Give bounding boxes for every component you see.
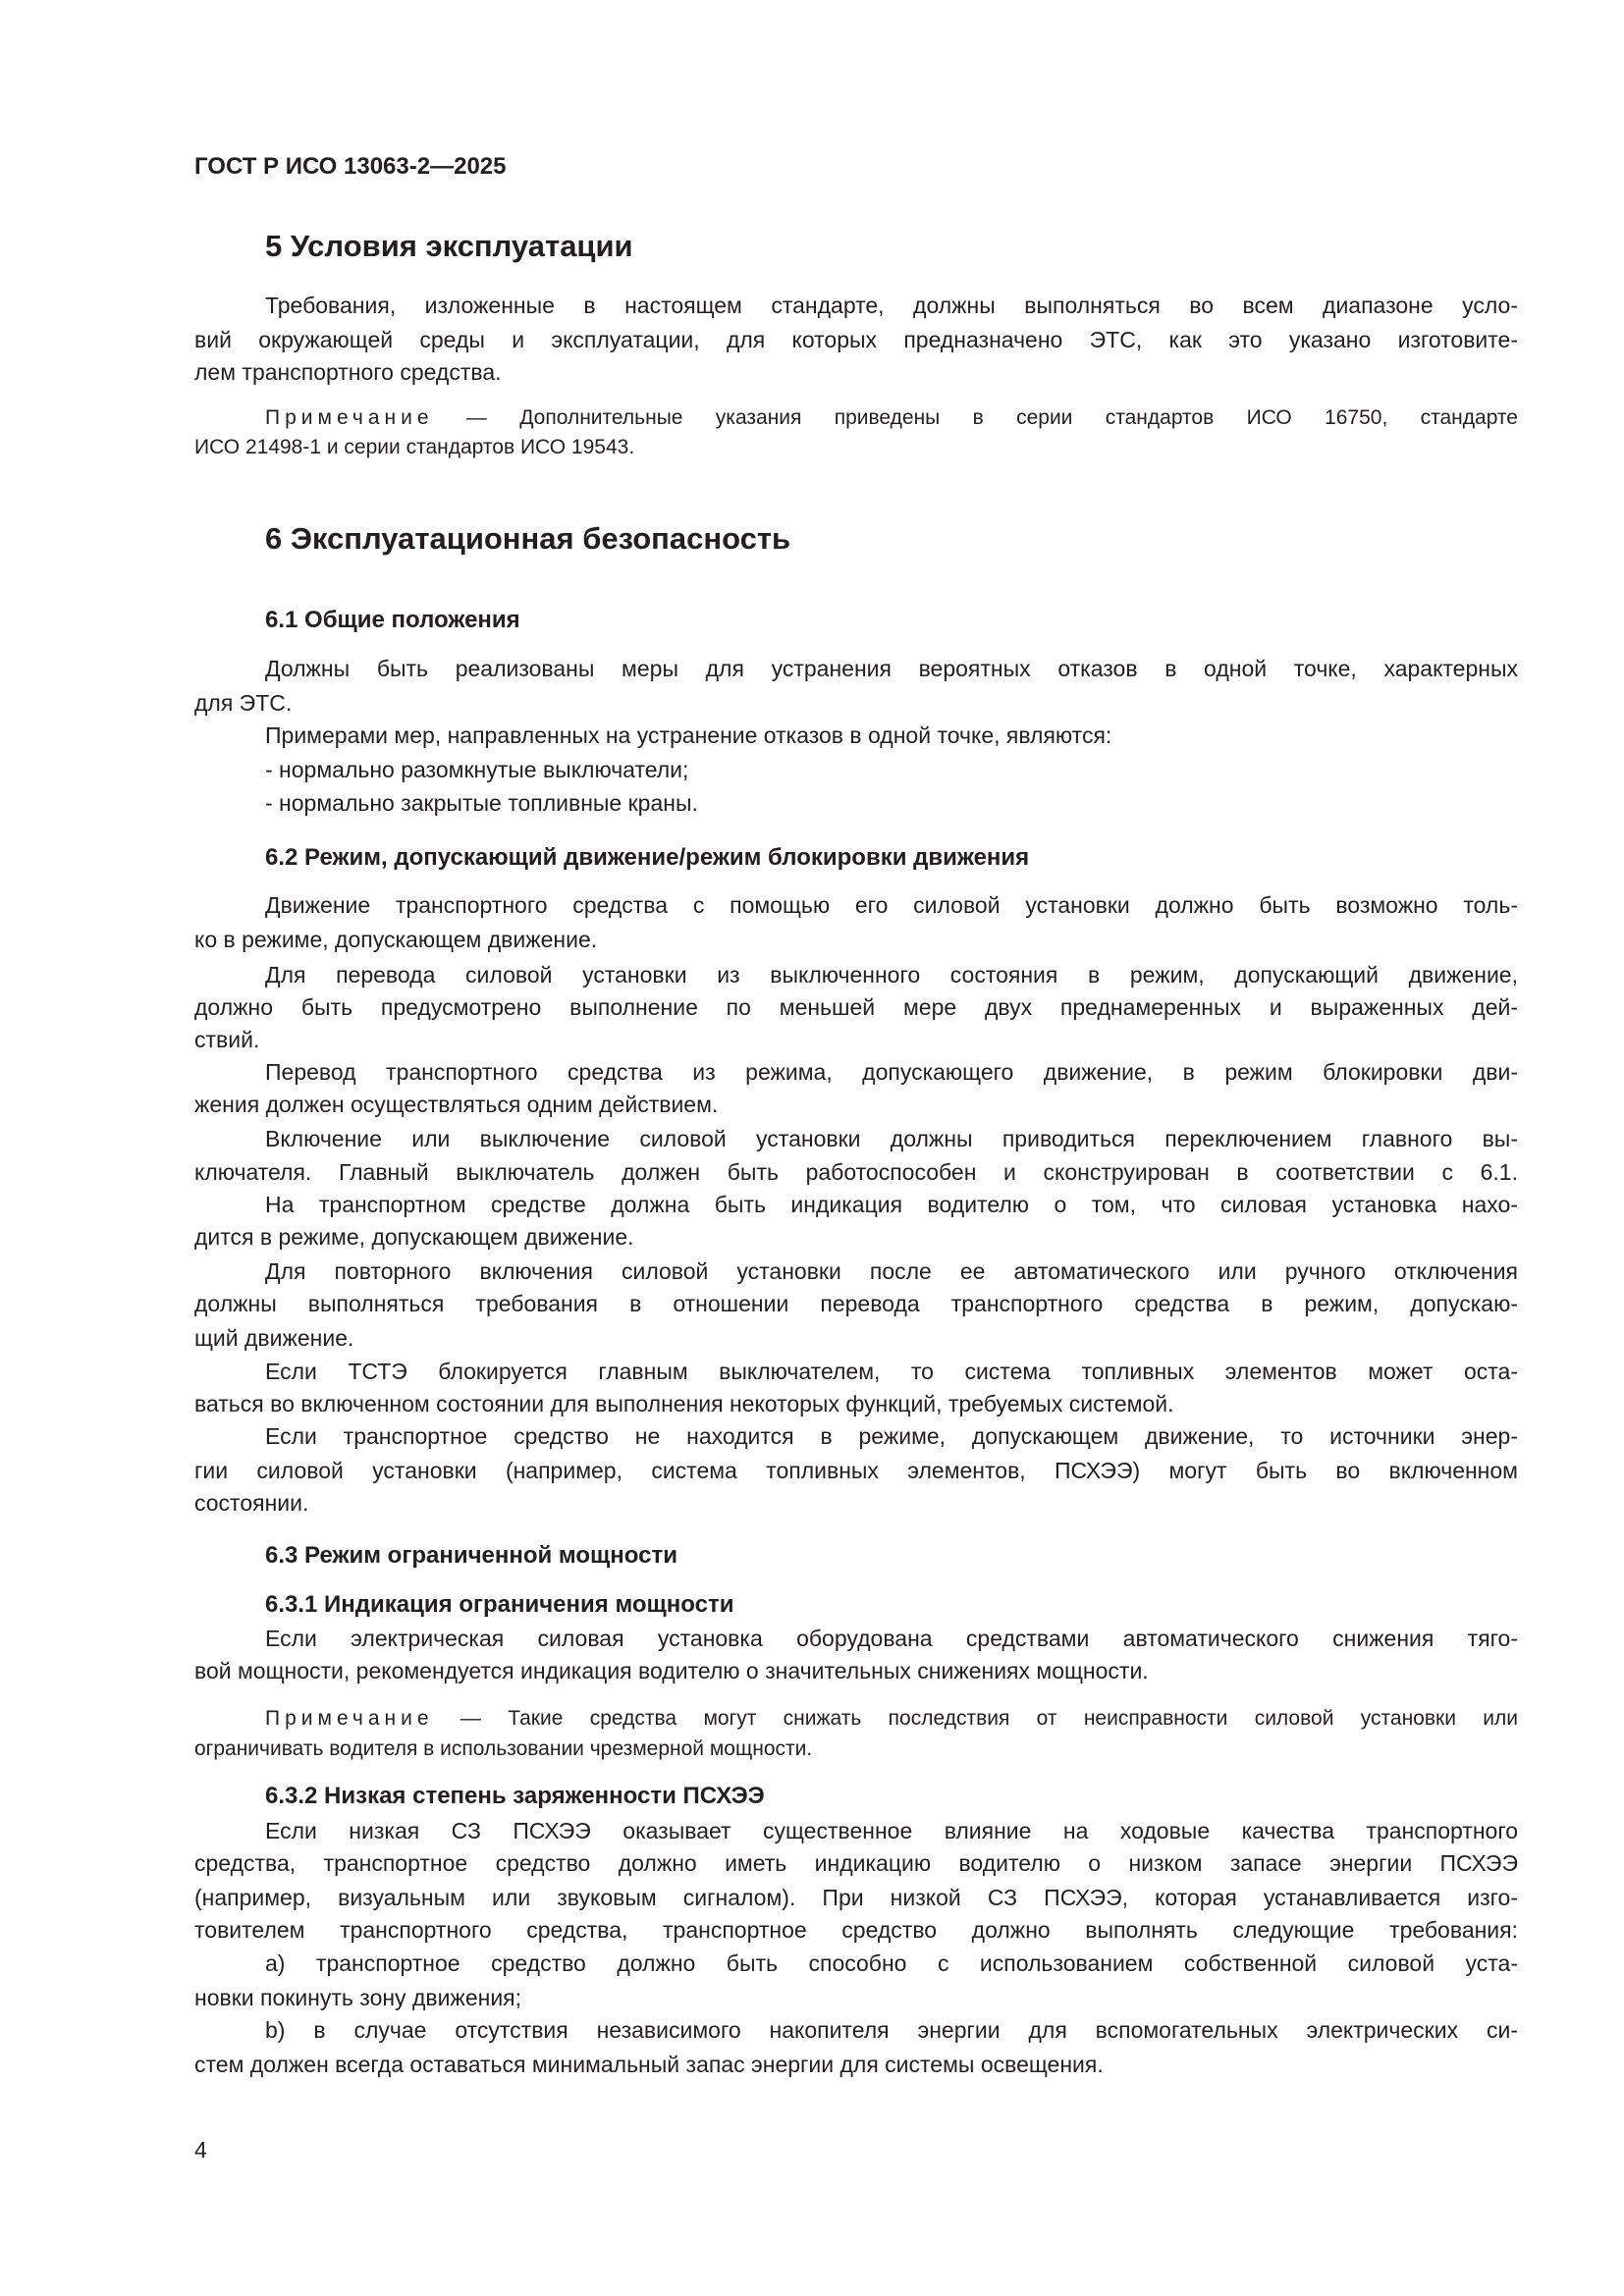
paragraph-line: Движение транспортного средства с помощью его силовой установки должно быть возможно толь- bbox=[265, 892, 1518, 918]
paragraph-line: щий движение. bbox=[194, 1325, 354, 1351]
section-6-heading: 6 Эксплуатационная безопасность bbox=[265, 521, 791, 556]
paragraph-line: Если электрическая силовая установка оборудована средствами автоматического снижения тяго- bbox=[265, 1626, 1518, 1651]
section-6-3-1-heading: 6.3.1 Индикация ограничения мощности bbox=[265, 1591, 734, 1618]
paragraph-line: ваться во включенном состоянии для выполнения некоторых функций, требуемых системой. bbox=[194, 1391, 1174, 1416]
section-6-3-heading: 6.3 Режим ограниченной мощности bbox=[265, 1542, 677, 1569]
paragraph-line: ствий. bbox=[194, 1027, 260, 1052]
paragraph-line: средства, транспортное средство должно иметь индикацию водителю о низком запасе энергии ПСХЭЭ bbox=[194, 1850, 1518, 1876]
document-header: ГОСТ Р ИСО 13063-2—2025 bbox=[194, 153, 507, 180]
note-label: Примечание bbox=[265, 1707, 434, 1730]
paragraph-line: ключателя. Главный выключатель должен быть работоспособен и сконструирован в соответствии с 6.1. bbox=[194, 1159, 1518, 1185]
paragraph-line: Если низкая СЗ ПСХЭЭ оказывает существенное влияние на ходовые качества транспортного bbox=[265, 1818, 1518, 1843]
note-line: ограничивать водителя в использовании чрезмерной мощности. bbox=[194, 1737, 813, 1760]
paragraph-line: (например, визуальным или звуковым сигналом). При низкой СЗ ПСХЭЭ, которая устанавливается изго- bbox=[194, 1885, 1518, 1910]
paragraph-line: должно быть предусмотрено выполнение по меньшей мере двух преднамеренных и выраженных дей- bbox=[194, 994, 1518, 1020]
paragraph-line: ко в режиме, допускающем движение. bbox=[194, 927, 598, 952]
paragraph-line: состоянии. bbox=[194, 1490, 309, 1516]
section-5-heading: 5 Условия эксплуатации bbox=[265, 229, 633, 263]
note-line bbox=[265, 404, 1518, 432]
paragraph-line: Должны быть реализованы меры для устранения вероятных отказов в одной точке, характерных bbox=[265, 656, 1518, 681]
note-text: — Такие средства могут снижать последствия от неисправности силовой установки или bbox=[433, 1707, 1518, 1730]
paragraph-line: Если транспортное средство не находится в режиме, допускающем движение, то источники энер- bbox=[265, 1423, 1518, 1449]
paragraph-line: Требования, изложенные в настоящем стандарте, должны выполняться во всем диапазоне усло- bbox=[265, 293, 1518, 318]
paragraph-line: Включение или выключение силовой установки должны приводиться переключением главного вы- bbox=[265, 1126, 1518, 1151]
paragraph-line: Для повторного включения силовой установки после ее автоматического или ручного отключения bbox=[265, 1258, 1518, 1284]
note-text: — Дополнительные указания приведены в серии стандартов ИСО 16750, стандарте bbox=[433, 406, 1518, 429]
section-6-2-heading: 6.2 Режим, допускающий движение/режим блокировки движения bbox=[265, 844, 1030, 871]
paragraph-line: гии силовой установки (например, система топливных элементов, ПСХЭЭ) могут быть во включенном bbox=[194, 1458, 1518, 1483]
paragraph-line: На транспортном средстве должна быть индикация водителю о том, что силовая установка нахо- bbox=[265, 1192, 1518, 1217]
paragraph-line: дится в режиме, допускающем движение. bbox=[194, 1224, 634, 1250]
page-number: 4 bbox=[194, 2137, 207, 2163]
section-6-3-2-heading: 6.3.2 Низкая степень заряженности ПСХЭЭ bbox=[265, 1783, 765, 1809]
list-item: - нормально закрытые топливные краны. bbox=[265, 790, 698, 816]
paragraph-line: Для перевода силовой установки из выключенного состояния в режим, допускающий движение, bbox=[265, 962, 1518, 988]
paragraph-line: а) транспортное средство должно быть способно с использованием собственной силовой уста- bbox=[265, 1950, 1518, 1976]
section-6-1-heading: 6.1 Общие положения bbox=[265, 607, 520, 633]
paragraph-line: вой мощности, рекомендуется индикация водителю о значительных снижениях мощности. bbox=[194, 1658, 1149, 1683]
note-line: ИСО 21498-1 и серии стандартов ИСО 19543. bbox=[194, 436, 635, 458]
paragraph-line: Если ТСТЭ блокируется главным выключателем, то система топливных элементов может оста- bbox=[265, 1359, 1518, 1384]
paragraph-line: стем должен всегда оставаться минимальный запас энергии для системы освещения. bbox=[194, 2052, 1104, 2077]
paragraph-line: должны выполняться требования в отношении перевода транспортного средства в режим, допускаю- bbox=[194, 1291, 1518, 1316]
paragraph-line: для ЭТС. bbox=[194, 690, 293, 716]
note-label: Примечание bbox=[265, 406, 434, 429]
paragraph-line: лем транспортного средства. bbox=[194, 359, 502, 385]
paragraph-line: b) в случае отсутствия независимого накопителя энергии для вспомогательных электрических си- bbox=[265, 2017, 1518, 2043]
paragraph-line: новки покинуть зону движения; bbox=[194, 1985, 522, 2010]
list-item: - нормально разомкнутые выключатели; bbox=[265, 757, 689, 782]
note-line bbox=[265, 1705, 1518, 1733]
paragraph-line: товителем транспортного средства, транспортное средство должно выполнять следующие требования: bbox=[194, 1917, 1518, 1943]
paragraph-line: Примерами мер, направленных на устранение отказов в одной точке, являются: bbox=[265, 722, 1112, 748]
paragraph-line: Перевод транспортного средства из режима, допускающего движение, в режим блокировки дви- bbox=[265, 1059, 1518, 1085]
paragraph-line: жения должен осуществляться одним действием. bbox=[194, 1092, 719, 1117]
paragraph-line: вий окружающей среды и эксплуатации, для которых предназначено ЭТС, как это указано изготовите- bbox=[194, 327, 1518, 352]
